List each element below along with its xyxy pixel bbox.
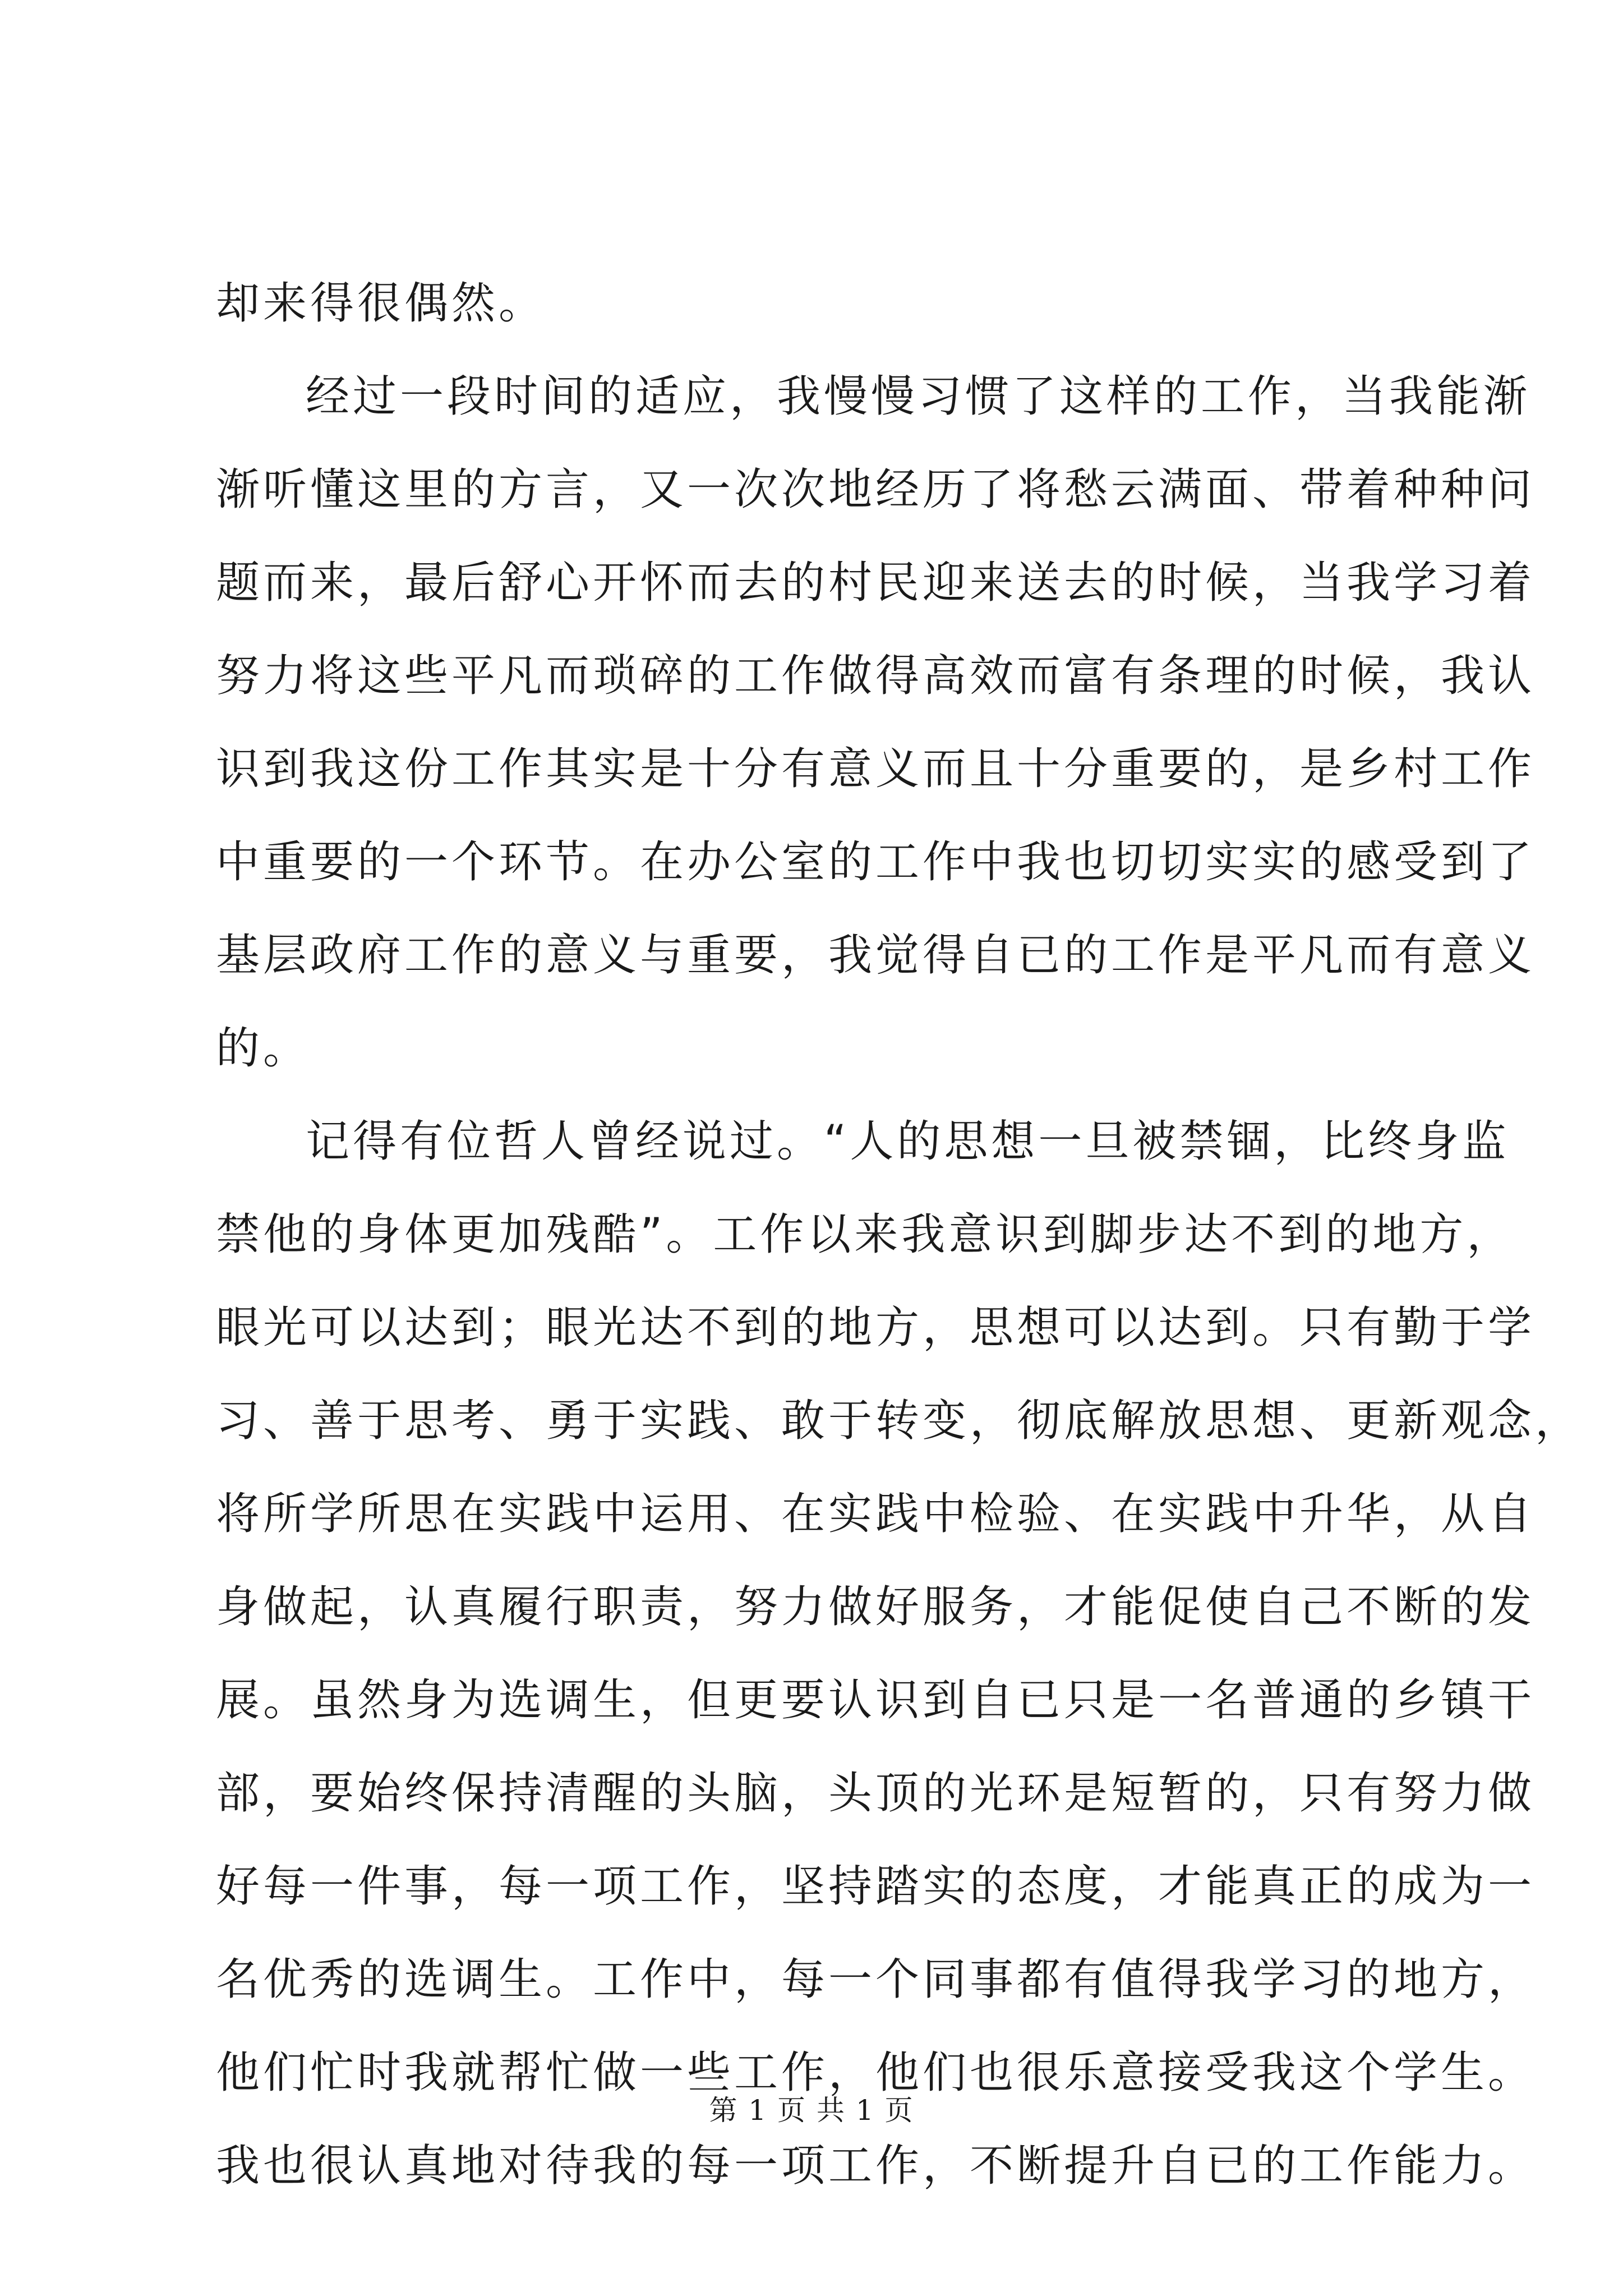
- text-line: 努力将这些平凡而琐碎的工作做得高效而富有条理的时候，我认: [216, 651, 1536, 701]
- text-line: 习、善于思考、勇于实践、敢于转变，彻底解放思想、更新观念，: [216, 1396, 1583, 1446]
- text-line: 基层政府工作的意义与重要，我觉得自已的工作是平凡而有意义: [216, 930, 1536, 981]
- text-line: 记得有位哲人曾经说过。“人的思想一旦被禁锢，比终身监: [306, 1116, 1510, 1167]
- document-body: [216, 257, 1583, 2212]
- text-line: 识到我这份工作其实是十分有意义而且十分重要的，是乡村工作: [216, 744, 1536, 794]
- text-line: 他们忙时我就帮忙做一些工作，他们也很乐意接受我这个学生。: [216, 2047, 1536, 2098]
- text-line: 将所学所思在实践中运用、在实践中检验、在实践中升华，从自: [216, 1489, 1536, 1539]
- text-line: 中重要的一个环节。在办公室的工作中我也切切实实的感受到了: [216, 837, 1536, 887]
- text-line: 展。虽然身为选调生，但更要认识到自已只是一名普通的乡镇干: [216, 1675, 1536, 1726]
- text-line: 部，要始终保持清醒的头脑，头顶的光环是短暂的，只有努力做: [216, 1768, 1536, 1819]
- text-line: 却来得很偶然。: [216, 278, 546, 329]
- text-line: 名优秀的选调生。工作中，每一个同事都有值得我学习的地方，: [216, 1954, 1536, 2005]
- text-line: 的。: [216, 1023, 311, 1074]
- text-line: 经过一段时间的适应，我慢慢习惯了这样的工作，当我能渐: [306, 371, 1531, 422]
- text-line: 我也很认真地对待我的每一项工作，不断提升自已的工作能力。: [216, 2141, 1536, 2191]
- text-line: 题而来，最后舒心开怀而去的村民迎来送去的时候，当我学习着: [216, 558, 1536, 608]
- text-line: 好每一件事，每一项工作，坚持踏实的态度，才能真正的成为一: [216, 1861, 1536, 1912]
- text-line: 禁他的身体更加残酷”。工作以来我意识到脚步达不到的地方，: [216, 1209, 1514, 1260]
- page-footer: 第 1 页 共 1 页: [709, 2094, 914, 2127]
- text-line: 眼光可以达到；眼光达不到的地方，思想可以达到。只有勤于学: [216, 1303, 1536, 1353]
- text-line: 身做起，认真履行职责，努力做好服务，才能促使自己不断的发: [216, 1582, 1536, 1632]
- text-line: 渐听懂这里的方言，又一次次地经历了将愁云满面、带着种种问: [216, 464, 1536, 515]
